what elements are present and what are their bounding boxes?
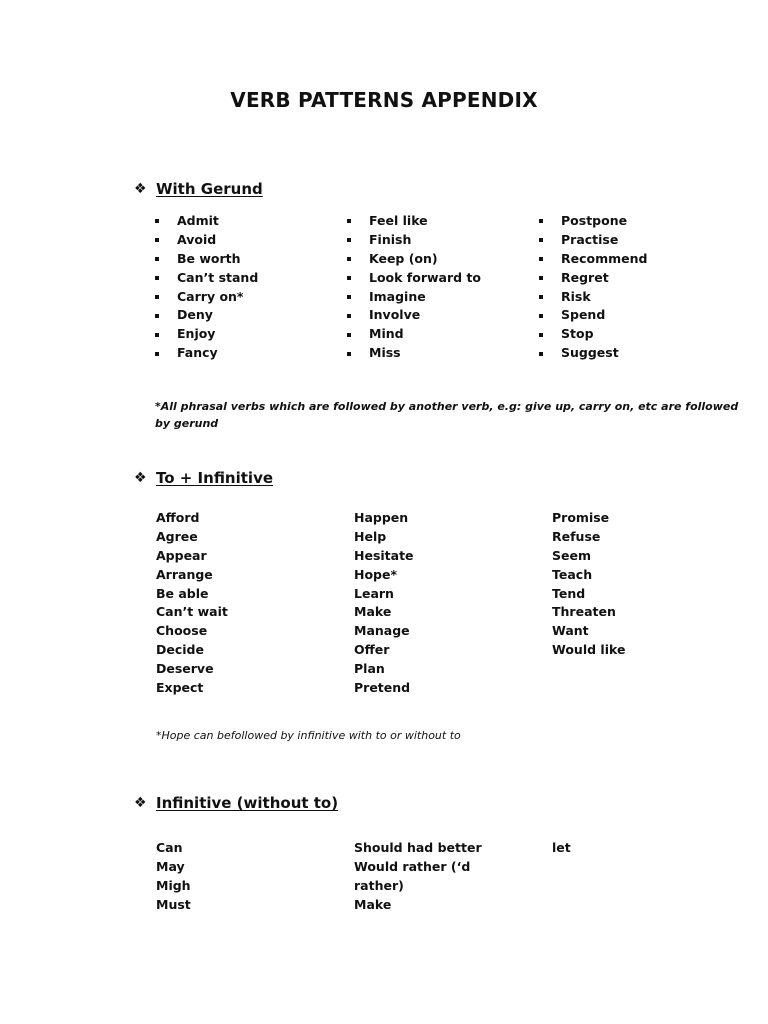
verb-list-item [552,528,625,547]
verb-list-item [354,528,414,547]
verb-text: Learn [354,585,394,601]
to-infinitive-column-2 [354,509,414,698]
verb-text: Be able [156,585,209,601]
verb-list-item [347,306,481,325]
verb-list-item [354,603,414,622]
gerund-footnote [155,398,738,432]
square-bullet-icon [347,295,351,299]
verb-list-item [156,641,228,660]
square-bullet-icon [347,276,351,280]
verb-text: Agree [156,528,198,544]
verb-list-item [347,325,481,344]
square-bullet-icon [155,219,159,223]
verb-text: Choose [156,623,208,639]
square-bullet-icon [539,276,543,280]
verb-list-item [155,212,258,231]
verb-list-item [539,250,647,269]
verb-text: Regret [561,269,609,285]
verb-text: Manage [354,623,410,639]
verb-text: Can’t wait [156,604,228,620]
verb-text: Seem [552,547,591,563]
square-bullet-icon [155,333,159,337]
verb-list-item [156,896,191,915]
verb-list-item [539,231,647,250]
heading-text: With Gerund [156,180,263,198]
verb-text: Would like [552,642,626,658]
diamond-bullet-icon: ❖ [134,795,147,811]
verb-text: Avoid [177,231,217,247]
verb-list-item [354,547,414,566]
verb-list-item [354,679,414,698]
diamond-bullet-icon: ❖ [134,470,147,486]
verb-list-item [552,622,625,641]
verb-text: Deny [177,307,213,323]
verb-list-item [539,344,647,363]
verb-text: Admit [177,213,219,228]
verb-text: May [156,858,185,874]
verb-text: Stop [561,326,594,342]
verb-text: Decide [156,642,204,658]
verb-list-item [354,641,414,660]
verb-text: Pretend [354,680,411,696]
bare-infinitive-column-3 [552,839,571,858]
verb-text: Happen [354,510,409,525]
square-bullet-icon [347,257,351,261]
verb-text: Finish [369,231,412,247]
verb-text: Promise [552,510,610,525]
page-title: VERB PATTERNS APPENDIX [230,88,538,112]
verb-text: let [552,840,571,855]
square-bullet-icon [539,352,543,356]
verb-list-item [156,660,228,679]
square-bullet-icon [539,219,543,223]
square-bullet-icon [347,352,351,356]
verb-list-item [354,896,482,915]
verb-text: Fancy [177,345,218,361]
verb-list-item [156,566,228,585]
verb-list-item [156,585,228,604]
verb-text: Postpone [561,213,628,228]
verb-text: Appear [156,547,207,563]
square-bullet-icon [539,314,543,318]
to-infinitive-footnote: *Hope can befollowed by infinitive with to or without to [156,729,461,742]
verb-text: Look forward to [369,269,482,285]
verb-list-item [354,509,414,528]
verb-text: Must [156,896,191,912]
bare-infinitive-column-2 [354,839,482,915]
verb-text: Teach [552,566,593,582]
verb-list-item [539,212,647,231]
diamond-bullet-icon: ❖ [134,181,147,197]
square-bullet-icon [539,257,543,261]
verb-list-item [552,641,625,660]
verb-list-item [354,622,414,641]
verb-list-item [539,288,647,307]
footnote-line: *All phrasal verbs which are followed by another verb, e.g: give up, carry on, etc are followed [155,400,739,413]
verb-list-item [155,250,258,269]
verb-text: Expect [156,680,204,696]
heading-text: Infinitive (without to) [156,794,339,812]
verb-list-item [155,269,258,288]
verb-list-item [552,585,625,604]
verb-list-item [347,250,481,269]
verb-text: Practise [561,231,619,247]
square-bullet-icon [155,276,159,280]
square-bullet-icon [155,295,159,299]
verb-text: Threaten [552,604,616,620]
verb-list-item [354,839,482,858]
verb-text: Suggest [561,345,619,361]
verb-text: Hope* [354,566,398,582]
verb-list-item [354,566,414,585]
verb-list-item [552,547,625,566]
square-bullet-icon [155,238,159,242]
square-bullet-icon [155,352,159,356]
section-heading-bare-infinitive [134,794,338,812]
verb-text: Refuse [552,528,601,544]
verb-text: Deserve [156,661,214,677]
verb-list-item [354,660,414,679]
verb-text: Hesitate [354,547,414,563]
square-bullet-icon [539,295,543,299]
verb-text: Migh [156,877,191,893]
verb-text: Afford [156,510,200,525]
verb-list-item [155,231,258,250]
verb-text: Imagine [369,288,426,304]
verb-text: Want [552,623,589,639]
verb-list-item [552,509,625,528]
square-bullet-icon [347,219,351,223]
verb-text: Feel like [369,213,428,228]
bare-infinitive-column-1 [156,839,191,915]
verb-list-item [539,269,647,288]
verb-list-item [354,858,482,877]
verb-text: rather) [354,877,404,893]
verb-list-item [156,858,191,877]
verb-list-item [155,288,258,307]
verb-text: Recommend [561,250,648,266]
square-bullet-icon [347,314,351,318]
section-heading-gerund [134,180,263,198]
verb-list-item [156,528,228,547]
verb-text: Help [354,528,387,544]
verb-text: Would rather (‘d [354,858,471,874]
verb-text: Keep (on) [369,250,438,266]
verb-list-item [354,877,482,896]
verb-list-item [156,509,228,528]
verb-text: Mind [369,326,404,342]
gerund-column-1 [155,212,258,363]
verb-text: Arrange [156,566,213,582]
to-infinitive-column-1 [156,509,228,698]
to-infinitive-column-3 [552,509,625,660]
verb-list-item [156,603,228,622]
square-bullet-icon [347,333,351,337]
square-bullet-icon [347,238,351,242]
gerund-column-3 [539,212,647,363]
verb-text: Risk [561,288,591,304]
verb-text: Tend [552,585,586,601]
verb-list-item [156,839,191,858]
verb-list-item [156,679,228,698]
verb-list-item [354,585,414,604]
verb-list-item [156,547,228,566]
verb-text: Be worth [177,250,241,266]
verb-text: Involve [369,307,421,323]
verb-text: Make [354,604,392,620]
square-bullet-icon [539,333,543,337]
verb-text: Offer [354,642,390,658]
square-bullet-icon [155,257,159,261]
verb-list-item [155,344,258,363]
verb-list-item [155,325,258,344]
verb-list-item [347,231,481,250]
verb-list-item [539,306,647,325]
verb-text: Can’t stand [177,269,259,285]
gerund-column-2 [347,212,481,363]
verb-text: Can [156,840,183,855]
verb-list-item [552,839,571,858]
verb-text: Spend [561,307,606,323]
verb-text: Miss [369,345,401,361]
section-heading-to-infinitive [134,469,273,487]
verb-text: Enjoy [177,326,216,342]
verb-list-item [552,603,625,622]
verb-text: Carry on* [177,288,244,304]
verb-list-item [347,269,481,288]
verb-list-item [156,877,191,896]
verb-text: Plan [354,661,385,677]
verb-list-item [539,325,647,344]
verb-text: Make [354,896,392,912]
square-bullet-icon [539,238,543,242]
verb-list-item [347,288,481,307]
square-bullet-icon [155,314,159,318]
verb-list-item [347,344,481,363]
heading-text: To + Infinitive [156,469,274,487]
verb-text: Should had better [354,840,482,855]
verb-list-item [347,212,481,231]
verb-list-item [155,306,258,325]
verb-list-item [156,622,228,641]
verb-list-item [552,566,625,585]
footnote-line: by gerund [155,417,219,430]
